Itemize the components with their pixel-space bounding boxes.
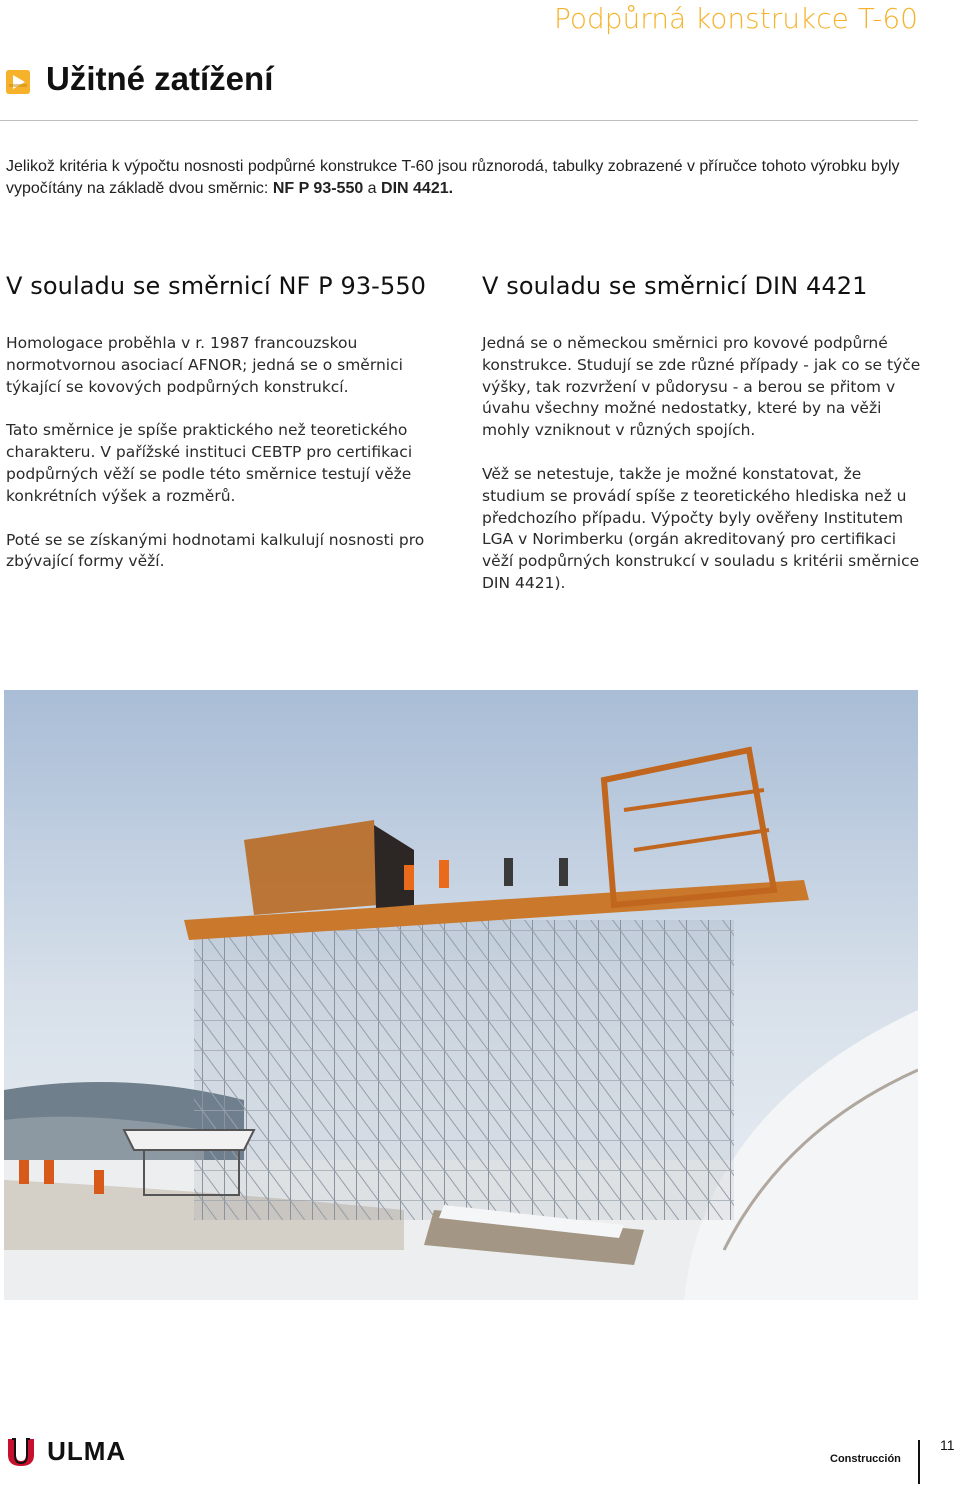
brand-name: ULMA bbox=[47, 1436, 127, 1466]
section-title: Užitné zatížení bbox=[46, 60, 274, 97]
construction-site-photo bbox=[4, 690, 918, 1300]
page-number: 11 bbox=[940, 1437, 955, 1453]
ulma-logo-icon bbox=[6, 1437, 36, 1467]
left-column bbox=[6, 272, 436, 595]
right-column bbox=[482, 272, 922, 617]
left-paragraph: Tato směrnice je spíše praktického než teoretického charakteru. V pařížské instituci CEBTP pro certifikaci podpůrných věží se podle této směrnice testují věže konkrétních výšek a rozměrů. bbox=[6, 421, 413, 505]
right-column-heading: V souladu se směrnicí DIN 4421 bbox=[482, 272, 868, 300]
footer-divider bbox=[918, 1440, 920, 1484]
standard-din: DIN 4421. bbox=[381, 180, 454, 197]
product-title: Podpůrná konstrukce T-60 bbox=[553, 2, 918, 35]
standard-nf: NF P 93-550 bbox=[272, 180, 364, 197]
section-arrow-icon bbox=[6, 70, 30, 94]
header-divider bbox=[0, 120, 918, 121]
left-paragraph: Homologace proběhla v r. 1987 francouzskou normotvornou asociací AFNOR; jedná se o směrnici týkající se kovových podpůrných konstrukcí. bbox=[6, 334, 403, 396]
brand-division: Construcción bbox=[830, 1453, 901, 1465]
left-paragraph: Poté se se získanými hodnotami kalkulují nosnosti pro zbývající formy věží. bbox=[6, 530, 425, 571]
brand-logo bbox=[6, 1436, 126, 1467]
right-paragraph: Věž se netestuje, takže je možné konstatovat, že studium se provádí spíše z teoretického hlediska než u předchozího případu. Výpočty byly ověřeny Institutem LGA v Norimberku (orgán akreditovaný pro certifikaci věží podpůrných konstrukcí v souladu s kritérii směrnice DIN 4421). bbox=[482, 464, 920, 592]
left-column-heading: V souladu se směrnicí NF P 93-550 bbox=[6, 272, 427, 300]
intro-paragraph: Jelikož kritéria k výpočtu nosnosti podpůrné konstrukce T-60 jsou různorodá, tabulky zobrazené v příručce tohoto výrobku byly vypočítány na základě dvou směrnic: NF P 93-550 a DIN 4421. bbox=[6, 158, 900, 197]
right-paragraph: Jedná se o německou směrnici pro kovové podpůrné konstrukce. Studují se zde různé případy - jak co se týče výšky, tak rozvržení v půdorysu - a berou se přitom v úvahu všechny možné nedostatky, které by na věži mohly vzniknout v různých spojích. bbox=[482, 334, 921, 440]
